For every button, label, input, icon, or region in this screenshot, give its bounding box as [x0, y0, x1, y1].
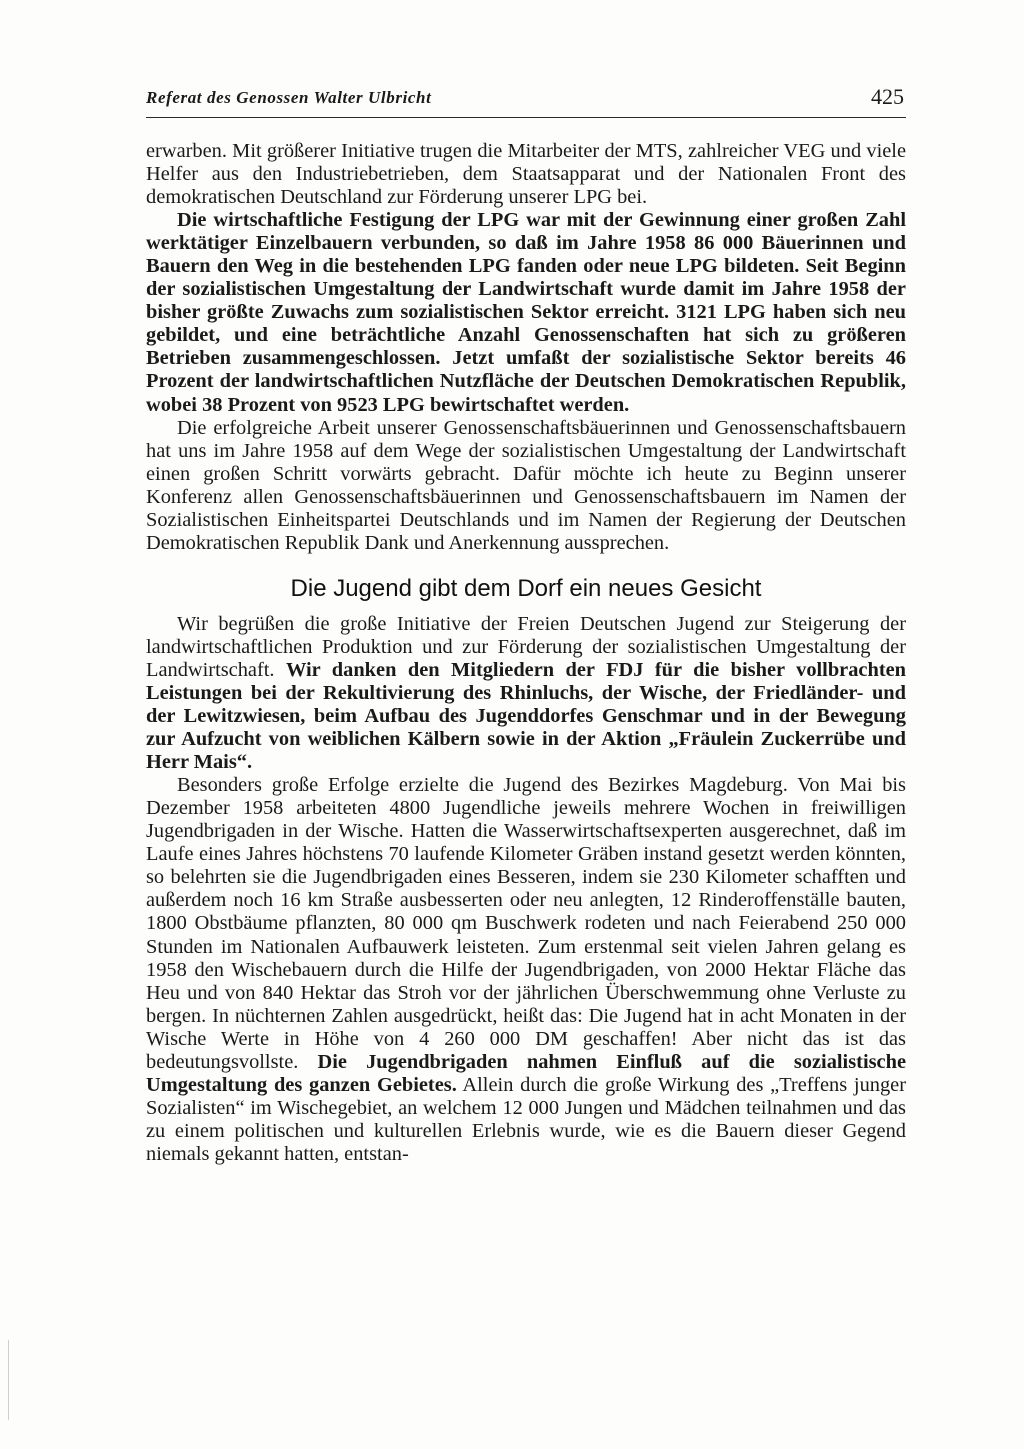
page-number: 425	[871, 84, 904, 109]
paragraph-fdj-regular: Wir begrüßen die große Initiative der Freien Deutschen Jugend zur Steigerung der landwirtschaftlichen Produktion und zur Förderung der sozialistischen Umgestaltung der Landwirtschaft.	[146, 612, 906, 681]
paragraph-magdeburg-regular-b: Allein durch die große Wirkung des „Treffens junger Sozialisten“ im Wischegebiet, an welchem 12 000 Jungen und Mädchen teilnahmen und das zu einem politischen und kulturellen Erlebnis wurde, wie es die Bauern dieser Gegend niemals gekannt hatten, entstan-	[146, 1073, 906, 1165]
header-rule	[146, 117, 906, 118]
paragraph-fdj	[146, 613, 906, 774]
paragraph-continued: erwarben. Mit größerer Initiative trugen die Mitarbeiter der MTS, zahlreicher VEG und viele Helfer aus den Industriebetrieben, dem Staatsapparat und der Nationalen Front des demokratischen Deutschland zur Förderung unserer LPG bei.	[146, 140, 906, 209]
section-heading: Die Jugend gibt dem Dorf ein neues Gesicht	[290, 574, 762, 602]
body-text	[146, 140, 906, 1166]
paragraph-fdj-bold: Wir danken den Mitgliedern der FDJ für die bisher vollbrachten Leistungen bei der Rekultivierung des Rhinluchs, der Wische, der Friedländer- und der Lewitzwiesen, beim Aufbau des Jugenddorfes Genschmar und in der Bewegung zur Aufzucht von weiblichen Kälbern sowie in der Aktion „Fräulein Zuckerrübe und Herr Mais“.	[146, 658, 907, 774]
paragraph-thanks: Die erfolgreiche Arbeit unserer Genossenschaftsbäuerinnen und Genossenschaftsbauern hat uns im Jahre 1958 auf dem Wege der sozialistischen Umgestaltung der Landwirtschaft einen großen Schritt vorwärts gebracht. Dafür möchte ich heute zu Beginn unserer Konferenz allen Genossenschaftsbäuerinnen und Genossenschaftsbauern im Namen der Sozialistischen Einheitspartei Deutschlands und im Namen der Regierung der Deutschen Demokratischen Republik Dank und Anerkennung aussprechen.	[146, 416, 906, 554]
running-title: Referat des Genossen Walter Ulbricht	[146, 88, 432, 107]
paragraph-magdeburg	[146, 774, 906, 1166]
paragraph-magdeburg-bold: Die Jugendbrigaden nahmen Einfluß auf die sozialistische Umgestaltung des ganzen Gebietes.	[146, 1050, 906, 1096]
paragraph-bold-lpg: Die wirtschaftliche Festigung der LPG war mit der Gewinnung einer großen Zahl werktätiger Einzelbauern verbunden, so daß im Jahre 1958 86 000 Bäuerinnen und Bauern den Weg in die bestehenden LPG fanden oder neue LPG bildeten. Seit Beginn der sozialistischen Umgestaltung der Landwirtschaft wurde damit im Jahre 1958 der bisher größte Zuwachs zum sozialistischen Sektor erreicht. 3121 LPG haben sich neu gebildet, und eine beträchtliche Anzahl Genossenschaften hat sich zu größeren Betrieben zusammengeschlossen. Jetzt umfaßt der sozialistische Sektor bereits 46 Prozent der landwirtschaftlichen Nutzfläche der Deutschen Demokratischen Republik, wobei 38 Prozent von 9523 LPG bewirtschaftet werden.	[146, 209, 906, 416]
running-head	[146, 84, 906, 114]
scan-edge-mark	[8, 1340, 9, 1420]
paragraph-magdeburg-regular-a: Besonders große Erfolge erzielte die Jugend des Bezirkes Magdeburg. Von Mai bis Dezember 1958 arbeiteten 4800 Jugendliche jeweils mehrere Wochen in freiwilligen Jugendbrigaden in der Wische. Hatten die Wasserwirtschaftsexperten ausgerechnet, daß im Laufe eines Jahres höchstens 70 laufende Kilometer Gräben instand gesetzt werden könnten, so belehrten sie die Jugendbrigaden eines Besseren, indem sie 230 Kilometer schafften und außerdem noch 16 km Straße ausbesserten oder neu anlegten, 12 Rinderoffenställe bauten, 1800 Obstbäume pflanzten, 80 000 qm Buschwerk rodeten und nach Feierabend 250 000 Stunden im Nationalen Aufbauwerk leisteten. Zum erstenmal seit vielen Jahren gelang es 1958 den Wischebauern durch die Hilfe der Jugendbrigaden, von 2000 Hektar Fläche das Heu und von 840 Hektar das Stroh vor der jährlichen Überschwemmung ohne Verluste zu bergen. In nüchternen Zahlen ausgedrückt, heißt das: Die Jugend hat in acht Monaten in der Wische Werte in Höhe von 4 260 000 DM geschaffen! Aber nicht das ist das bedeutungsvollste.	[146, 774, 906, 1073]
